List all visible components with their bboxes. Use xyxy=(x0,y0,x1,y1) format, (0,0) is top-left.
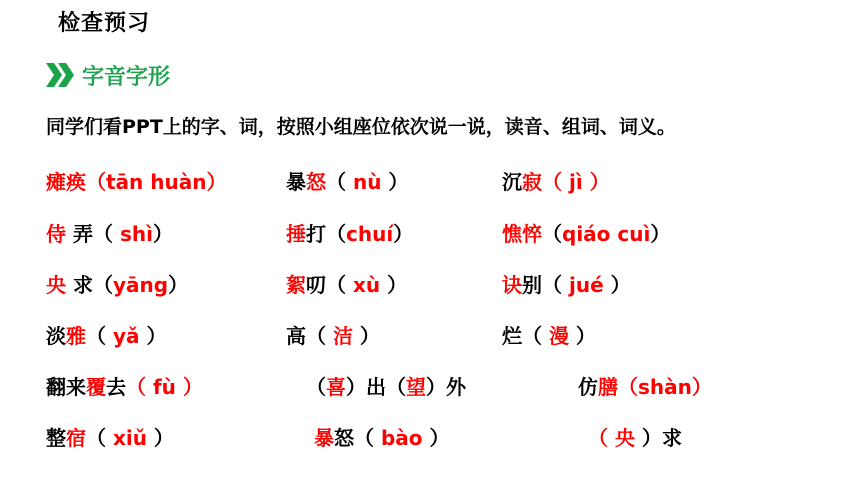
highlighted-text: （tān huàn） xyxy=(86,170,227,194)
highlighted-text: （ xyxy=(542,170,569,194)
plain-text: 去 xyxy=(106,375,126,399)
highlighted-text: 诀 xyxy=(502,273,522,297)
highlighted-text: fù xyxy=(152,375,176,399)
highlighted-text: 絮 xyxy=(286,273,306,297)
highlighted-text: shàn xyxy=(638,375,692,399)
highlighted-text: qiáo cuì xyxy=(562,222,651,246)
plain-text: 仿 xyxy=(578,375,598,399)
plain-text: （ xyxy=(86,426,113,450)
highlighted-text: jué xyxy=(568,273,604,297)
plain-text: ） xyxy=(168,273,189,297)
highlighted-text: 侍 xyxy=(46,222,66,246)
plain-text: 别 xyxy=(522,273,542,297)
highlighted-text: nù xyxy=(352,170,382,194)
highlighted-text: 宿 xyxy=(66,426,86,450)
instruction-text: 同学们看PPT上的字、词，按照小组座位依次说一说，读音、组词、词义。 xyxy=(46,116,676,138)
plain-text: （ xyxy=(326,170,353,194)
plain-text: 暴 xyxy=(286,170,306,194)
highlighted-text: yāng xyxy=(112,273,169,297)
highlighted-text: chuí xyxy=(346,222,394,246)
highlighted-text: jì xyxy=(568,170,583,194)
plain-text: （ xyxy=(522,324,549,348)
plain-text: 烂 xyxy=(502,324,522,348)
vocab-item xyxy=(286,267,407,303)
plain-text: ） xyxy=(352,324,380,348)
vocab-item xyxy=(306,369,466,405)
plain-text: ） xyxy=(603,273,631,297)
plain-text: 淡 xyxy=(46,324,66,348)
plain-text: 高 xyxy=(286,324,306,348)
highlighted-text: 洁 xyxy=(332,324,353,348)
vocab-item xyxy=(588,420,682,456)
highlighted-text: xiǔ xyxy=(112,426,147,450)
vocab-row xyxy=(0,216,860,252)
plain-text: 叨 xyxy=(306,273,326,297)
plain-text: （ xyxy=(326,222,346,246)
plain-text: （ xyxy=(92,273,113,297)
plain-text: （ xyxy=(542,222,562,246)
vocab-item xyxy=(502,216,670,252)
plain-text: （ xyxy=(542,273,569,297)
plain-text: 翻来 xyxy=(46,375,86,399)
plain-text: ）外 xyxy=(426,375,466,399)
plain-text: ） xyxy=(568,324,596,348)
plain-text: 整 xyxy=(46,426,66,450)
plain-text: （ xyxy=(306,324,333,348)
highlighted-text: shì xyxy=(119,222,153,246)
plain-text: （ xyxy=(92,222,120,246)
section-label: 字音字形 xyxy=(82,64,171,90)
plain-text: 怒 xyxy=(334,426,354,450)
highlighted-text: 瘫痪 xyxy=(46,170,86,194)
plain-text: ） xyxy=(422,426,450,450)
highlighted-text: 憔悴 xyxy=(502,222,542,246)
plain-text: 弄 xyxy=(66,222,93,246)
plain-text: 沉 xyxy=(502,170,522,194)
vocab-item xyxy=(286,216,413,252)
plain-text: （ xyxy=(326,273,353,297)
section-heading xyxy=(46,60,170,90)
highlighted-text: 覆 xyxy=(86,375,106,399)
highlighted-text: 望 xyxy=(406,375,426,399)
vocab-item xyxy=(578,369,712,405)
plain-text: ） xyxy=(146,426,174,450)
plain-text: （ xyxy=(354,426,381,450)
vocab-item xyxy=(502,267,631,303)
plain-text: ） xyxy=(381,170,409,194)
vocab-item xyxy=(502,164,610,200)
vocab-row xyxy=(0,369,860,405)
vocab-row xyxy=(0,267,860,303)
highlighted-text: 怒 xyxy=(306,170,326,194)
highlighted-text: ） xyxy=(582,170,610,194)
vocab-item xyxy=(46,216,173,252)
highlighted-text: （ xyxy=(126,375,153,399)
highlighted-text: （ xyxy=(618,375,638,399)
vocab-item xyxy=(286,164,408,200)
highlighted-text: 捶 xyxy=(286,222,306,246)
plain-text: 求 xyxy=(66,273,93,297)
plain-text: 打 xyxy=(306,222,326,246)
slide-title: 检查预习 xyxy=(58,11,151,36)
plain-text: 求 xyxy=(661,426,682,450)
highlighted-text: bào xyxy=(380,426,423,450)
vocab-row xyxy=(0,164,860,200)
vocab-item xyxy=(46,164,226,200)
double-chevron-right-icon xyxy=(46,62,76,88)
vocab-row xyxy=(0,420,860,456)
plain-text: ） xyxy=(139,324,167,348)
vocab-item xyxy=(502,318,596,354)
plain-text: ） xyxy=(650,222,671,246)
highlighted-text: yǎ xyxy=(112,324,140,348)
highlighted-text: 央 xyxy=(46,273,66,297)
plain-text: （ xyxy=(306,375,326,399)
highlighted-text: 暴 xyxy=(314,426,334,450)
vocab-item xyxy=(46,369,203,405)
highlighted-text: 膳 xyxy=(598,375,618,399)
highlighted-text: ） xyxy=(691,375,712,399)
plain-text: ） xyxy=(393,222,414,246)
plain-text: ） xyxy=(152,222,173,246)
plain-text: ）出（ xyxy=(346,375,406,399)
highlighted-text: （ xyxy=(588,426,615,450)
highlighted-text: 寂 xyxy=(522,170,542,194)
vocab-item xyxy=(46,267,188,303)
vocab-item xyxy=(286,318,380,354)
vocab-item xyxy=(314,420,450,456)
plain-text: （ xyxy=(86,324,113,348)
highlighted-text: 央 xyxy=(614,426,635,450)
highlighted-text: ） xyxy=(175,375,203,399)
highlighted-text: xù xyxy=(352,273,381,297)
vocab-row xyxy=(0,318,860,354)
plain-text: ） xyxy=(634,426,662,450)
vocab-item xyxy=(46,318,166,354)
vocab-item xyxy=(46,420,174,456)
highlighted-text: 雅 xyxy=(66,324,86,348)
highlighted-text: 喜 xyxy=(326,375,346,399)
highlighted-text: 漫 xyxy=(548,324,569,348)
plain-text: ） xyxy=(380,273,408,297)
